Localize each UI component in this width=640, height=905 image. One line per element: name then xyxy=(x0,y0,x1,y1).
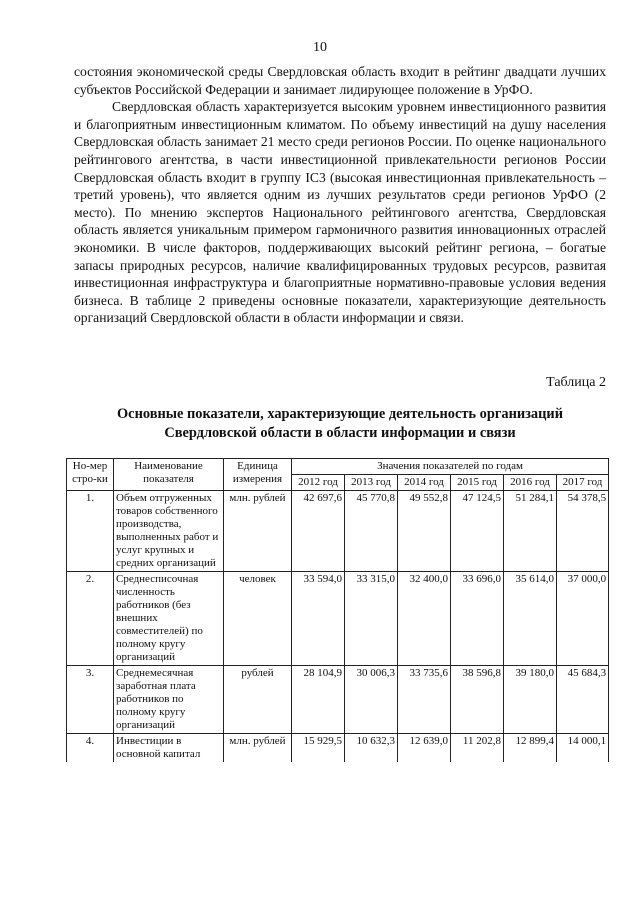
header-year: 2012 год xyxy=(292,475,345,491)
value-cell: 32 400,0 xyxy=(398,572,451,666)
header-name: Наименование показателя xyxy=(114,459,224,491)
value-cell: 45 770,8 xyxy=(345,491,398,572)
row-number: 3. xyxy=(67,666,114,734)
body-text xyxy=(74,63,606,327)
paragraph-2: Свердловская область характеризуется высоким уровнем инвестиционного развития и благоприятным инвестиционным климатом. По объему инвестиций на душу населения Свердловская область занимает 21 место среди регионов России. По оценке национального рейтингового агентства, в части инвестиционной привлекательности регионов России Свердловская область входит в группу IC3 (высокая инвестиционная привлекательность – третий уровень), что является одним из лучших результатов среди регионов УрФО (2 место). По мнению экспертов Национального рейтингового агентства, Свердловская область является уникальным примером гармоничного развития инновационных отраслей экономики. В числе факторов, поддерживающих высокий рейтинг региона, – богатые запасы природных ресурсов, наличие квалифицированных трудовых ресурсов, развитая инвестиционная инфраструктура и благоприятные нормативно-правовые условия ведения бизнеса. В таблице 2 приведены основные показатели, характеризующие деятельность организаций Свердловской области в области информации и связи. xyxy=(74,99,606,326)
value-cell: 12 899,4 xyxy=(504,734,557,763)
indicator-name: Среднемесячная заработная плата работников по полному кругу организаций xyxy=(114,666,224,734)
value-cell: 38 596,8 xyxy=(451,666,504,734)
indicator-unit: млн. рублей xyxy=(224,734,292,763)
indicator-name: Среднесписочная численность работников (без внешних совместителей) по полному кругу организаций xyxy=(114,572,224,666)
header-values-group: Значения показателей по годам xyxy=(292,459,609,475)
value-cell: 33 696,0 xyxy=(451,572,504,666)
row-number: 1. xyxy=(67,491,114,572)
value-cell: 39 180,0 xyxy=(504,666,557,734)
table-row xyxy=(67,666,609,734)
value-cell: 33 315,0 xyxy=(345,572,398,666)
value-cell: 30 006,3 xyxy=(345,666,398,734)
indicator-unit: человек xyxy=(224,572,292,666)
value-cell: 42 697,6 xyxy=(292,491,345,572)
table-header-row xyxy=(67,459,609,475)
table-caption: Основные показатели, характеризующие деятельность организаций Свердловской области в области информации и связи xyxy=(116,406,564,441)
value-cell: 12 639,0 xyxy=(398,734,451,763)
value-cell: 47 124,5 xyxy=(451,491,504,572)
page-number: 10 xyxy=(313,40,327,55)
value-cell: 49 552,8 xyxy=(398,491,451,572)
indicators-table xyxy=(66,458,609,762)
indicator-name: Объем отгруженных товаров собственного производства, выполненных работ и услуг крупных и средних организаций xyxy=(114,491,224,572)
header-year: 2017 год xyxy=(557,475,609,491)
table-label: Таблица 2 xyxy=(546,375,606,390)
value-cell: 15 929,5 xyxy=(292,734,345,763)
header-row-number: Но-мер стро-ки xyxy=(67,459,114,491)
value-cell: 33 594,0 xyxy=(292,572,345,666)
value-cell: 14 000,1 xyxy=(557,734,609,763)
value-cell: 54 378,5 xyxy=(557,491,609,572)
header-year: 2014 год xyxy=(398,475,451,491)
value-cell: 37 000,0 xyxy=(557,572,609,666)
value-cell: 35 614,0 xyxy=(504,572,557,666)
header-year: 2016 год xyxy=(504,475,557,491)
header-unit: Единица измерения xyxy=(224,459,292,491)
indicator-unit: млн. рублей xyxy=(224,491,292,572)
paragraph-1: состояния экономической среды Свердловская область входит в рейтинг двадцати лучших субъектов Российской Федерации и занимает лидирующее положение в УрФО. xyxy=(74,64,606,97)
header-year: 2013 год xyxy=(345,475,398,491)
indicator-unit: рублей xyxy=(224,666,292,734)
value-cell: 51 284,1 xyxy=(504,491,557,572)
row-number: 2. xyxy=(67,572,114,666)
value-cell: 28 104,9 xyxy=(292,666,345,734)
header-year: 2015 год xyxy=(451,475,504,491)
value-cell: 11 202,8 xyxy=(451,734,504,763)
indicator-name: Инвестиции в основной капитал xyxy=(114,734,224,763)
value-cell: 45 684,3 xyxy=(557,666,609,734)
value-cell: 10 632,3 xyxy=(345,734,398,763)
table-row xyxy=(67,491,609,572)
value-cell: 33 735,6 xyxy=(398,666,451,734)
row-number: 4. xyxy=(67,734,114,763)
table-row xyxy=(67,572,609,666)
table-row xyxy=(67,734,609,763)
